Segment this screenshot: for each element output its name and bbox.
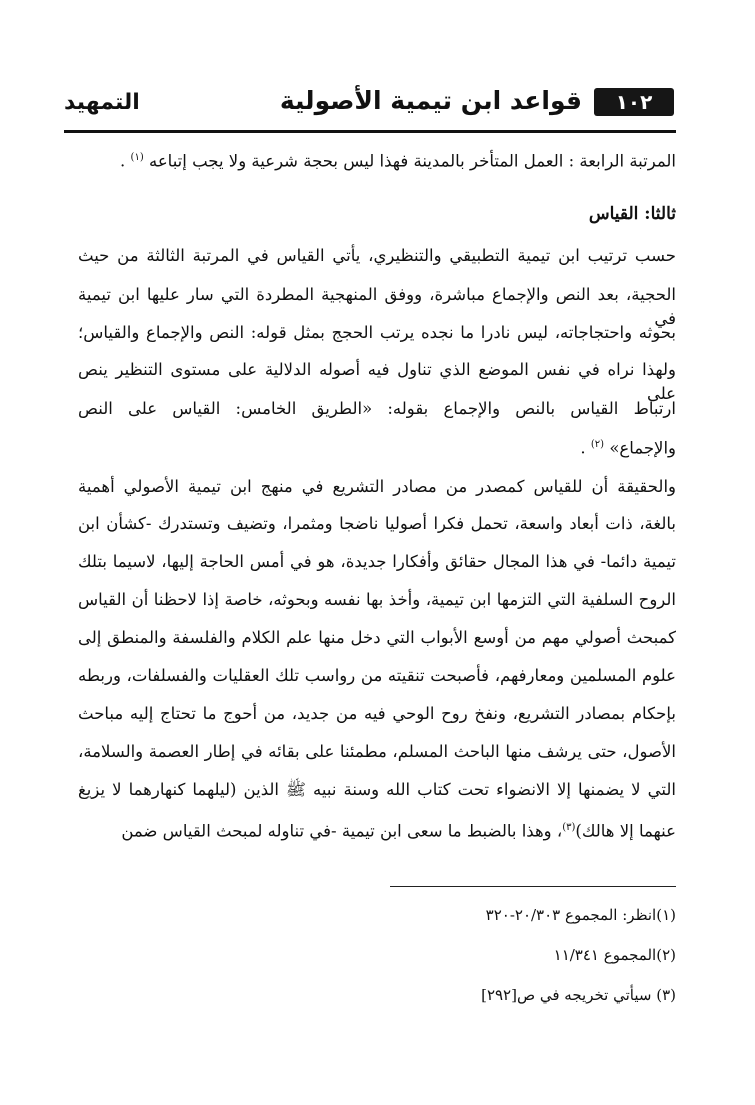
para2-line: التي لا يضمنها إلا الانضواء تحت كتاب الله وسنة نبيه ﷺ الذين (ليلهما كنهارهما لا يزيغ xyxy=(78,780,676,799)
para1-line: ولهذا نراه في نفس الموضع الذي تناول فيه أصوله الدلالية على مستوى التنظير ينص على xyxy=(78,360,676,403)
chapter-title: التمهيد xyxy=(64,90,140,115)
footnote-3: (٣) سيأتي تخريجه في ص[٢٩٢] xyxy=(481,986,676,1004)
para1-line: بحوثه واحتجاجاته، ليس نادرا ما نجده يرتب الحجج بمثل قوله: النص والإجماع والقياس؛ xyxy=(78,323,676,342)
section-heading: ثالثا: القياس xyxy=(588,204,676,224)
footnote-ref-1: (١) xyxy=(130,152,144,163)
para2-line: علوم المسلمين ومعارفهم، فأصبحت تنقيته من رواسب تلك العقليات والفسلفات، وربطه xyxy=(78,666,676,685)
para2-line: بالغة، ذات أبعاد واسعة، تحمل فكرا أصوليا ناضجا ومثمرا، وتضيف وتستدرك -كشأن ابن xyxy=(78,514,676,533)
book-title: قواعد ابن تيمية الأصولية xyxy=(279,86,582,115)
para1-last-line xyxy=(78,433,676,461)
para2-line: كمبحث أصولي مهم من أوسع الأبواب التي دخل منها علم الكلام والفلسفة والمنطق إلى xyxy=(78,628,676,647)
page-header xyxy=(64,84,674,128)
page-number: ١٠٢ xyxy=(594,88,674,116)
para2-line: والحقيقة أن للقياس كمصدر من مصادر التشريع في منهج ابن تيمية الأصولي أهمية xyxy=(78,477,676,496)
para1-line: ارتباط القياس بالنص والإجماع بقوله: «الطريق الخامس: القياس على النص xyxy=(78,399,676,418)
footnote-2: (٢)المجموع ١١/٣٤١ xyxy=(553,946,676,964)
para2-last-text-cont: ، وهذا بالضبط ما سعى ابن تيمية -في تناوله لمبحث القياس ضمن xyxy=(121,821,563,841)
para2-last-text: عنهما إلا هالك) xyxy=(575,821,676,841)
para1-line: حسب ترتيب ابن تيمية التطبيقي والتنظيري، يأتي القياس في المرتبة الثالثة من حيث xyxy=(78,246,676,265)
para2-last-line xyxy=(78,816,676,844)
header-rule xyxy=(64,130,676,133)
footnote-1: (١)انظر: المجموع ٢٠/٣٠٣-٣٢٠ xyxy=(485,906,676,924)
para2-line: بإحكام بمصادر التشريع، ونفخ روح الوحي فيه من جديد، من أحوج ما تحتاج إليه مباحث xyxy=(78,704,676,723)
footnote-ref-2: (٢) xyxy=(590,439,605,450)
para2-line: تيمية دائما- في هذا المجال حقائق وأفكارا جديدة، هو في أمس الحاجة إليها، لاسيما بتلك xyxy=(78,552,676,571)
rank4-line xyxy=(78,146,676,174)
para1-line: الحجية، بعد النص والإجماع مباشرة، ووفق المنهجية المطردة التي سار عليها ابن تيمية في xyxy=(78,285,676,328)
para1-last-text: والإجماع» xyxy=(609,438,676,458)
rank4-text: المرتبة الرابعة : العمل المتأخر بالمدينة فهذا ليس بحجة شرعية ولا يجب إتباعه xyxy=(148,151,676,171)
footnote-ref-3: (٣) xyxy=(562,822,576,833)
para2-line: الروح السلفية التي التزمها ابن تيمية، وأخذ بها نفسه وبحوثه، خاصة إذا لاحظنا أن القياس xyxy=(78,590,676,609)
rank4-end: . xyxy=(120,151,126,171)
footnote-rule xyxy=(390,886,676,887)
para1-end: . xyxy=(580,438,586,458)
para2-line: الأصول، حتى يرشف منها الباحث المسلم، مطمئنا على بقائه في إطار العصمة والسلامة، xyxy=(78,742,676,761)
